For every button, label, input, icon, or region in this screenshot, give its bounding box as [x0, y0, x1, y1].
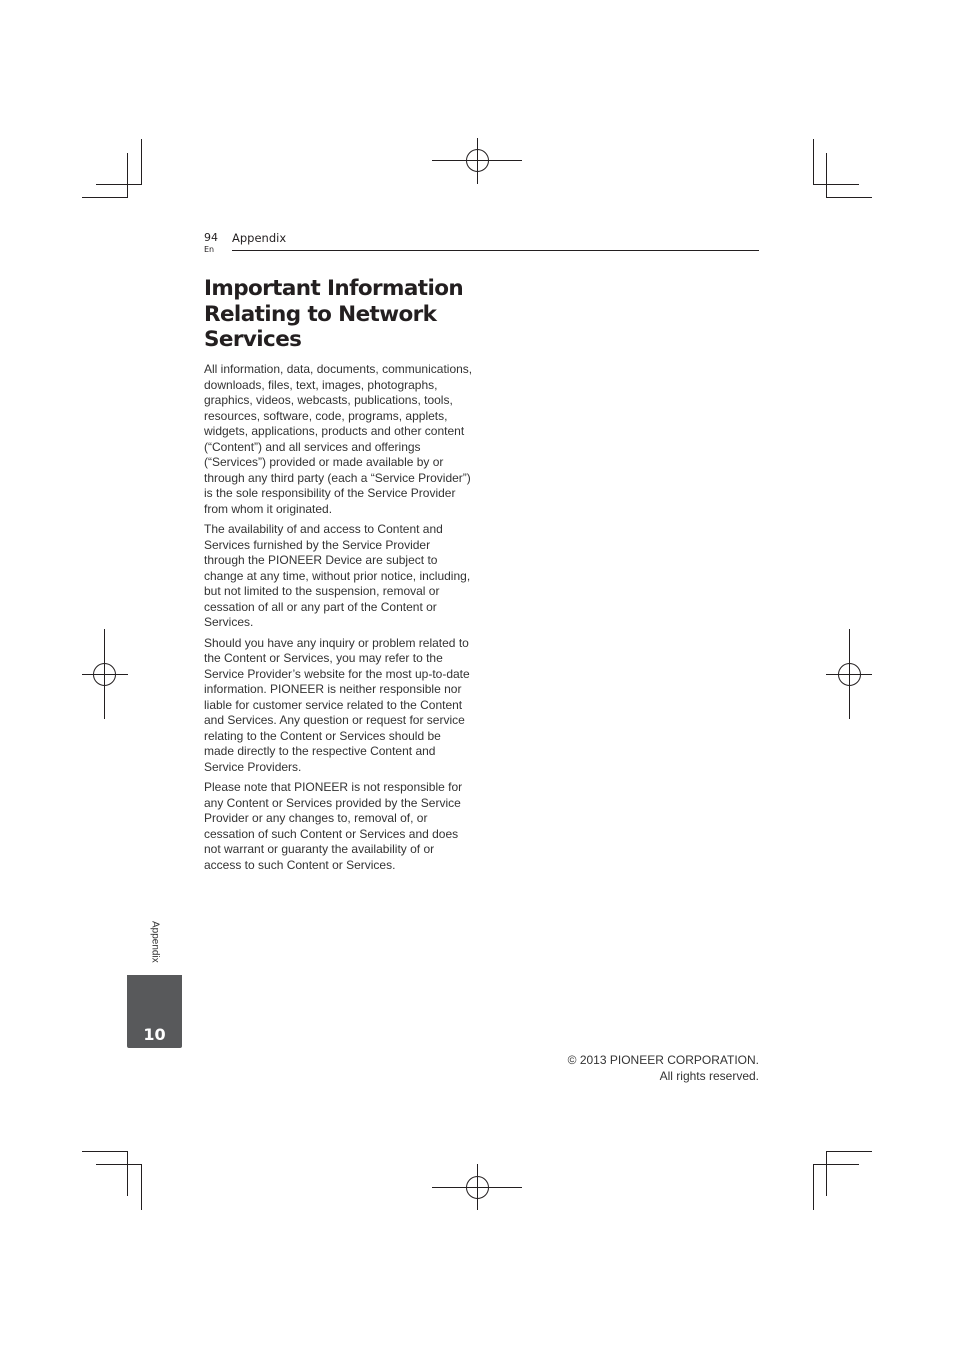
- header-rule: [232, 250, 759, 251]
- chapter-tab: [127, 975, 182, 1048]
- paragraph-inquiries: Should you have any inquiry or problem related to the Content or Services, you may refer to the Service Provider’s website for the most up-to-date information. PIONEER is neither responsible nor liable for customer service related to the Content and Services. Any question or request for service relating to the Content or Services should be made directly to the respective Content and Service Providers.: [204, 635, 470, 774]
- chapter-number: 10: [143, 1025, 166, 1044]
- running-header: Appendix: [232, 231, 287, 245]
- paragraph-content-definition: All information, data, documents, communications, downloads, files, text, images, photographs, graphics, videos, webcasts, publications, tools, resources, software, code, programs, applets, widgets, applications, products and other content (“Content”) and all services and offerings (“Services”) provided or made available by or through any third party (each a “Service Provider”) is the sole responsibility of the Service Provider from whom it originated.: [204, 362, 473, 516]
- paragraph-disclaimer: Please note that PIONEER is not responsible for any Content or Services provided by the Service Provider or any changes to, removal of, or cessation of such Content or Services and does not warrant or guaranty the availability of or access to such Content or Services.: [204, 780, 463, 872]
- copyright-line-2: All rights reserved.: [659, 1068, 759, 1083]
- copyright-line-1: © 2013 PIONEER CORPORATION.: [567, 1053, 759, 1067]
- page-number: 94: [204, 231, 218, 244]
- side-section-label: Appendix: [149, 921, 161, 963]
- paragraph-availability: The availability of and access to Content and Services furnished by the Service Provider through the PIONEER Device are subject to change at any time, without prior notice, including, but not limited to the suspension, removal or cessation of all or any part of the Content or Services.: [204, 522, 471, 629]
- page-title: Important Information Relating to Network Services: [204, 276, 464, 352]
- page-language: En: [204, 245, 215, 254]
- copyright-notice: [520, 1053, 759, 1084]
- body-text: [204, 362, 474, 878]
